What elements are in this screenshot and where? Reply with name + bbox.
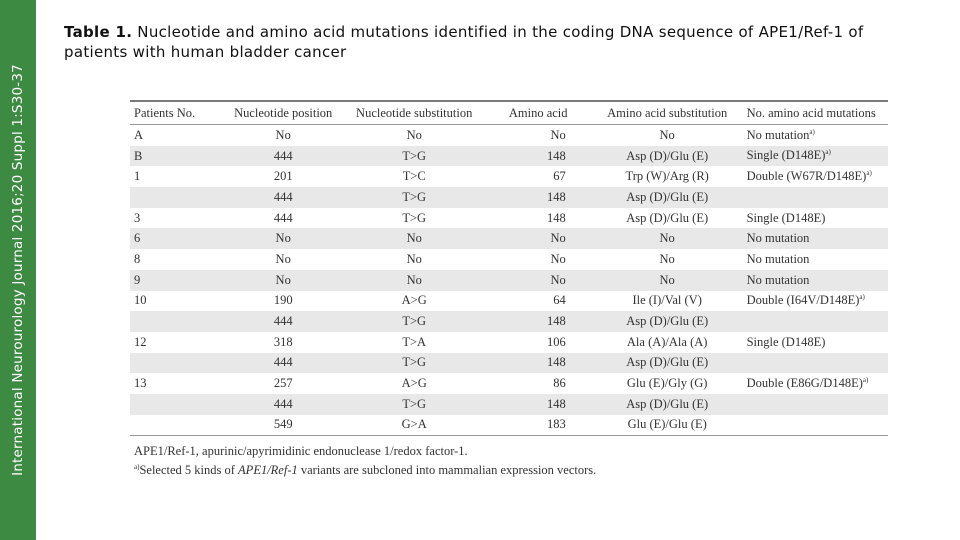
cell-nucleotide-position — [223, 311, 344, 332]
footnote-note-prefix: Selected 5 kinds of — [139, 463, 239, 478]
cell-amino-acid — [485, 353, 592, 374]
cell-patient-text: 3 — [134, 210, 141, 225]
cell-nucleotide-substitution — [344, 249, 485, 270]
cell-amino-acid-mutations — [743, 249, 888, 270]
table-row — [130, 249, 888, 270]
cell-amino-acid-substitution-text: Trp (W)/Arg (R) — [625, 169, 709, 184]
cell-amino-acid-substitution-text: Asp (D)/Glu (E) — [626, 314, 709, 329]
table-row — [130, 415, 888, 436]
cell-amino-acid-substitution-text: Glu (E)/Glu (E) — [627, 417, 707, 432]
cell-nucleotide-substitution — [344, 270, 485, 291]
cell-amino-acid-mutations — [743, 311, 888, 332]
table-row — [130, 394, 888, 415]
header-nucleotide-position: Nucleotide position — [223, 101, 344, 125]
cell-amino-acid-substitution-text: Asp (D)/Glu (E) — [626, 355, 709, 370]
cell-nucleotide-position — [223, 394, 344, 415]
cell-nucleotide-substitution-text: T>G — [402, 210, 427, 225]
cell-nucleotide-position — [223, 291, 344, 312]
cell-nucleotide-position — [223, 415, 344, 436]
cell-nucleotide-substitution-text: No — [406, 272, 422, 287]
cell-amino-acid-text: 148 — [547, 210, 566, 225]
table-row — [130, 187, 888, 208]
cell-nucleotide-substitution — [344, 291, 485, 312]
cell-amino-acid — [485, 166, 592, 187]
table-row — [130, 332, 888, 353]
cell-amino-acid-mutations — [743, 125, 888, 146]
header-nucleotide-substitution: Nucleotide substitution — [344, 101, 485, 125]
cell-nucleotide-substitution — [344, 166, 485, 187]
cell-amino-acid-substitution-text: No — [659, 251, 675, 266]
cell-nucleotide-substitution-text: T>G — [402, 189, 427, 204]
cell-nucleotide-position-text: 318 — [273, 334, 293, 349]
cell-amino-acid — [485, 270, 592, 291]
cell-amino-acid-mutations — [743, 415, 888, 436]
cell-nucleotide-substitution — [344, 187, 485, 208]
table-row — [130, 208, 888, 229]
cell-amino-acid-text: 106 — [547, 334, 566, 349]
cell-amino-acid-text: 148 — [547, 355, 566, 370]
cell-amino-acid-substitution — [592, 270, 743, 291]
header-amino-acid: Amino acid — [485, 101, 592, 125]
footnote-marker: a) — [134, 463, 140, 471]
table-row — [130, 146, 888, 167]
cell-nucleotide-substitution-text: No — [406, 127, 422, 142]
table-caption — [64, 22, 924, 62]
cell-amino-acid-mutations-text: No mutation — [746, 231, 810, 246]
cell-amino-acid — [485, 125, 592, 146]
cell-amino-acid-text: 148 — [547, 314, 566, 329]
table-caption-text: Nucleotide and amino acid mutations identified in the coding DNA sequence of APE1/Ref-1 of patients with human bladder cancer — [64, 23, 864, 61]
cell-amino-acid-mutations — [743, 353, 888, 374]
cell-patient-text: 9 — [134, 272, 141, 287]
cell-amino-acid-text: No — [550, 127, 566, 142]
header-no-amino-acid-mutations: No. amino acid mutations — [743, 101, 888, 125]
cell-amino-acid-text: 67 — [553, 169, 566, 184]
footnote-note — [134, 459, 596, 478]
cell-nucleotide-position-text: 444 — [273, 148, 293, 163]
cell-nucleotide-position-text: 444 — [273, 396, 293, 411]
cell-amino-acid-substitution — [592, 166, 743, 187]
cell-patient — [130, 373, 223, 394]
cell-nucleotide-substitution — [344, 311, 485, 332]
cell-nucleotide-substitution-text: T>C — [402, 169, 426, 184]
cell-nucleotide-substitution — [344, 415, 485, 436]
cell-amino-acid-substitution — [592, 332, 743, 353]
cell-amino-acid — [485, 332, 592, 353]
cell-nucleotide-substitution-text: A>G — [401, 376, 427, 391]
cell-amino-acid-substitution — [592, 291, 743, 312]
cell-amino-acid — [485, 249, 592, 270]
table-row — [130, 166, 888, 187]
cell-amino-acid-substitution — [592, 187, 743, 208]
cell-patient — [130, 332, 223, 353]
cell-amino-acid-mutations — [743, 291, 888, 312]
table-row — [130, 353, 888, 374]
cell-amino-acid — [485, 187, 592, 208]
journal-sidebar — [0, 0, 36, 540]
cell-amino-acid-substitution — [592, 249, 743, 270]
cell-patient — [130, 415, 223, 436]
table-row — [130, 311, 888, 332]
cell-nucleotide-position-text: 444 — [273, 189, 293, 204]
cell-nucleotide-position — [223, 332, 344, 353]
cell-nucleotide-position-text: 549 — [273, 417, 293, 432]
cell-nucleotide-position-text: 257 — [273, 376, 293, 391]
cell-nucleotide-substitution — [344, 228, 485, 249]
cell-amino-acid-substitution-text: Ala (A)/Ala (A) — [626, 334, 708, 349]
table-row — [130, 270, 888, 291]
cell-amino-acid-text: 148 — [547, 396, 566, 411]
cell-nucleotide-position-text: No — [275, 231, 291, 246]
cell-amino-acid-text: 148 — [547, 148, 566, 163]
cell-nucleotide-position — [223, 125, 344, 146]
cell-patient-text: 1 — [134, 169, 141, 184]
footnote-marker: a) — [809, 127, 815, 136]
cell-amino-acid-text: No — [550, 231, 566, 246]
cell-patient — [130, 166, 223, 187]
cell-amino-acid — [485, 311, 592, 332]
cell-amino-acid-substitution — [592, 125, 743, 146]
cell-nucleotide-position — [223, 146, 344, 167]
cell-nucleotide-substitution-text: T>G — [402, 396, 427, 411]
cell-amino-acid-mutations-text: Single (D148E) — [746, 334, 826, 349]
cell-amino-acid-mutations-text: No mutation — [746, 252, 810, 267]
cell-nucleotide-position-text: 444 — [273, 210, 293, 225]
cell-amino-acid — [485, 146, 592, 167]
footnote-marker: a) — [866, 169, 872, 178]
cell-amino-acid-substitution — [592, 373, 743, 394]
cell-amino-acid-substitution-text: Asp (D)/Glu (E) — [626, 148, 709, 163]
header-amino-acid-substitution: Amino acid substitution — [592, 101, 743, 125]
cell-patient — [130, 125, 223, 146]
cell-amino-acid-mutations — [743, 373, 888, 394]
table-row — [130, 125, 888, 146]
cell-amino-acid-mutations-text: No mutation — [746, 127, 810, 142]
cell-amino-acid-text: No — [550, 272, 566, 287]
cell-patient — [130, 187, 223, 208]
cell-amino-acid-substitution — [592, 208, 743, 229]
cell-amino-acid-mutations — [743, 332, 888, 353]
cell-patient-text: 10 — [134, 293, 147, 308]
cell-nucleotide-substitution — [344, 125, 485, 146]
cell-nucleotide-position-text: 190 — [273, 293, 293, 308]
cell-amino-acid-mutations-text: Single (D148E) — [746, 148, 826, 163]
footnote-marker: a) — [859, 293, 865, 302]
footnote-note-italic: APE1/Ref-1 — [238, 463, 298, 478]
journal-reference: International Neurourology Journal 2016;20 Suppl 1:S30-37 — [10, 64, 26, 476]
cell-patient-text: 8 — [134, 251, 141, 266]
cell-patient-text: B — [134, 148, 143, 163]
cell-amino-acid-substitution-text: Asp (D)/Glu (E) — [626, 189, 709, 204]
cell-amino-acid-mutations-text: Double (E86G/D148E) — [746, 376, 863, 391]
footnote-abbreviation: APE1/Ref-1, apurinic/apyrimidinic endonuclease 1/redox factor-1. — [134, 444, 468, 458]
cell-nucleotide-substitution — [344, 353, 485, 374]
cell-amino-acid-text: 183 — [547, 417, 566, 432]
cell-amino-acid-mutations — [743, 394, 888, 415]
cell-amino-acid-mutations-text: Double (W67R/D148E) — [746, 169, 867, 184]
cell-patient — [130, 228, 223, 249]
cell-amino-acid-mutations-text: Double (I64V/D148E) — [746, 293, 860, 308]
cell-patient — [130, 394, 223, 415]
cell-amino-acid-substitution-text: Asp (D)/Glu (E) — [626, 396, 709, 411]
cell-amino-acid-mutations — [743, 187, 888, 208]
cell-patient — [130, 146, 223, 167]
cell-nucleotide-substitution-text: G>A — [401, 417, 427, 432]
cell-amino-acid — [485, 373, 592, 394]
cell-nucleotide-substitution — [344, 373, 485, 394]
cell-amino-acid-substitution-text: Glu (E)/Gly (G) — [626, 376, 708, 391]
cell-amino-acid-substitution — [592, 228, 743, 249]
mutation-table — [130, 100, 888, 436]
cell-amino-acid — [485, 208, 592, 229]
cell-patient-text: 12 — [134, 334, 147, 349]
cell-nucleotide-position-text: 444 — [273, 314, 293, 329]
cell-amino-acid-mutations — [743, 228, 888, 249]
table-header-row — [130, 101, 888, 125]
cell-nucleotide-position — [223, 208, 344, 229]
footnote-note-suffix: variants are subcloned into mammalian expression vectors. — [297, 463, 597, 478]
cell-patient — [130, 249, 223, 270]
cell-amino-acid — [485, 394, 592, 415]
cell-nucleotide-position — [223, 249, 344, 270]
cell-patient — [130, 208, 223, 229]
cell-amino-acid-mutations-text: No mutation — [746, 272, 810, 287]
cell-amino-acid-substitution — [592, 353, 743, 374]
cell-patient-text: 13 — [134, 376, 147, 391]
cell-nucleotide-substitution-text: A>G — [401, 293, 427, 308]
cell-nucleotide-substitution — [344, 332, 485, 353]
cell-amino-acid-substitution — [592, 146, 743, 167]
cell-nucleotide-substitution — [344, 208, 485, 229]
cell-nucleotide-position — [223, 187, 344, 208]
table-row — [130, 291, 888, 312]
cell-amino-acid-text: 64 — [553, 293, 566, 308]
cell-nucleotide-position — [223, 166, 344, 187]
cell-amino-acid-substitution-text: No — [659, 272, 675, 287]
cell-amino-acid — [485, 415, 592, 436]
cell-amino-acid-text: No — [550, 251, 566, 266]
cell-nucleotide-position-text: 201 — [273, 169, 293, 184]
cell-patient — [130, 353, 223, 374]
cell-nucleotide-substitution-text: No — [406, 251, 422, 266]
footnote-marker: a) — [825, 148, 831, 157]
cell-patient — [130, 311, 223, 332]
cell-nucleotide-position — [223, 228, 344, 249]
cell-amino-acid-mutations — [743, 270, 888, 291]
cell-patient — [130, 270, 223, 291]
cell-amino-acid-substitution-text: Asp (D)/Glu (E) — [626, 210, 709, 225]
cell-nucleotide-substitution-text: T>A — [402, 334, 427, 349]
cell-amino-acid-text: 148 — [547, 189, 566, 204]
cell-amino-acid-mutations — [743, 208, 888, 229]
cell-nucleotide-position — [223, 373, 344, 394]
table-row — [130, 228, 888, 249]
table-caption-label: Table 1. — [64, 23, 133, 41]
cell-patient — [130, 291, 223, 312]
cell-nucleotide-substitution — [344, 146, 485, 167]
cell-amino-acid-substitution-text: No — [659, 231, 675, 246]
cell-nucleotide-substitution-text: T>G — [402, 148, 427, 163]
cell-nucleotide-substitution — [344, 394, 485, 415]
cell-amino-acid-substitution-text: No — [659, 127, 675, 142]
cell-amino-acid-substitution — [592, 311, 743, 332]
header-patients-no: Patients No. — [130, 101, 223, 125]
cell-amino-acid-mutations-text: Single (D148E) — [746, 210, 826, 225]
cell-nucleotide-position-text: No — [275, 272, 291, 287]
cell-nucleotide-substitution-text: T>G — [402, 314, 427, 329]
cell-amino-acid-substitution — [592, 394, 743, 415]
cell-amino-acid-substitution — [592, 415, 743, 436]
cell-nucleotide-substitution-text: T>G — [402, 355, 427, 370]
cell-nucleotide-position-text: No — [275, 251, 291, 266]
cell-amino-acid — [485, 291, 592, 312]
table-footnotes — [134, 443, 596, 478]
cell-nucleotide-substitution-text: No — [406, 231, 422, 246]
table-body — [130, 125, 888, 436]
footnote-marker: a) — [862, 376, 869, 385]
cell-nucleotide-position-text: 444 — [273, 355, 293, 370]
cell-amino-acid-mutations — [743, 146, 888, 167]
cell-nucleotide-position — [223, 353, 344, 374]
cell-patient-text: 6 — [134, 231, 141, 246]
cell-amino-acid-mutations — [743, 166, 888, 187]
table-row — [130, 373, 888, 394]
cell-nucleotide-position-text: No — [275, 127, 291, 142]
cell-amino-acid-substitution-text: Ile (I)/Val (V) — [632, 293, 702, 308]
cell-patient-text: A — [134, 127, 144, 142]
cell-amino-acid-text: 86 — [553, 376, 566, 391]
cell-amino-acid — [485, 228, 592, 249]
cell-nucleotide-position — [223, 270, 344, 291]
